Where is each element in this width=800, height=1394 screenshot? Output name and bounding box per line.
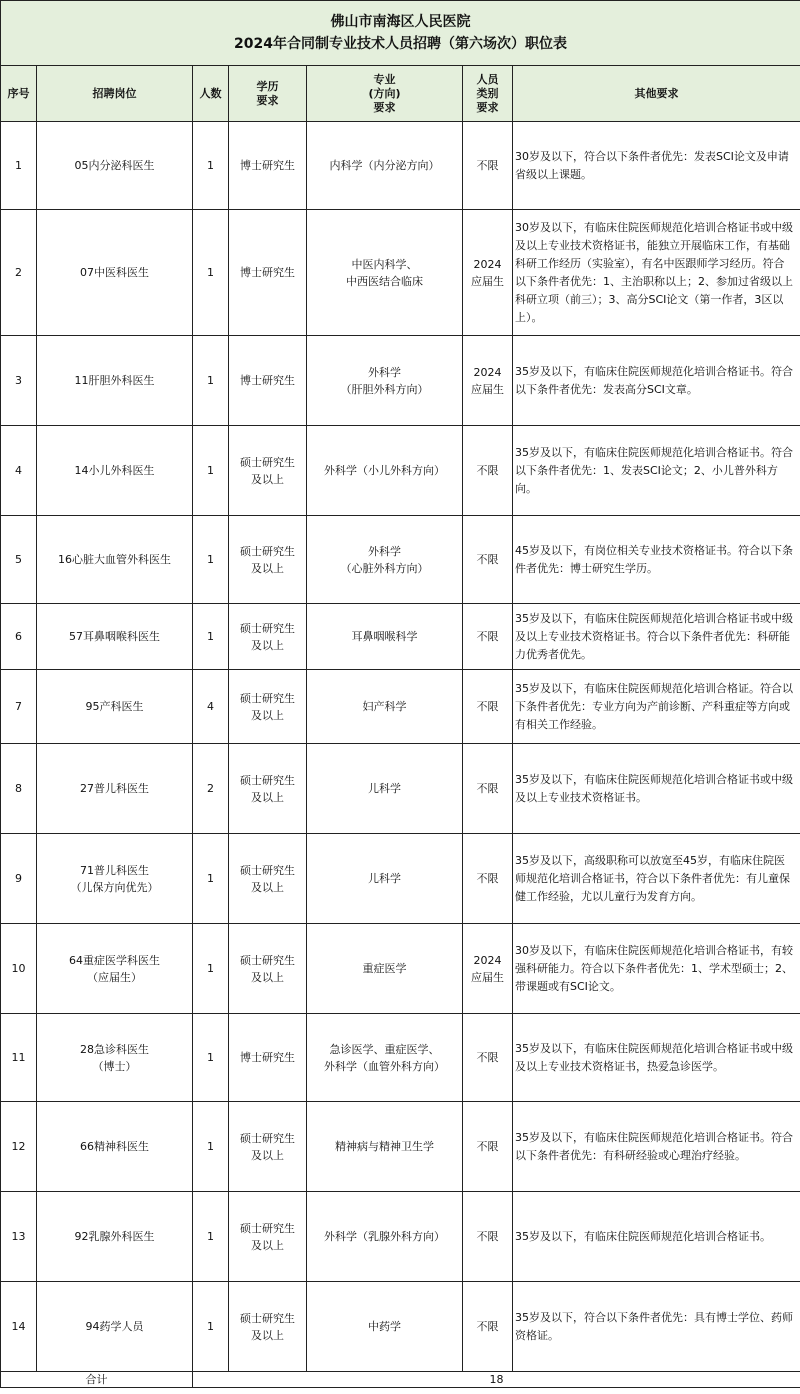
row-no: 6	[1, 604, 37, 670]
major-line: （肝胆外科方向）	[340, 382, 429, 396]
major-line: 外科学	[368, 544, 401, 558]
header-type-line: 类别	[476, 86, 499, 100]
row-education	[229, 1102, 307, 1192]
header-major	[307, 66, 463, 122]
row-other-requirements: 35岁及以下，符合以下条件者优先：具有博士学位、药师资格证。	[513, 1282, 800, 1372]
post-line: 95产科医生	[85, 700, 144, 713]
row-education	[229, 336, 307, 426]
header-major-line: (方向)	[368, 86, 401, 100]
post-line: 05内分泌科医生	[74, 159, 155, 172]
type-line: 不限	[476, 1140, 499, 1153]
row-other-requirements: 30岁及以下，有临床住院医师规范化培训合格证书，有较强科研能力。符合以下条件者优先：1、学术型硕士；2、带课题或有SCI论文。	[513, 924, 800, 1014]
post-line: 14小儿外科医生	[74, 464, 155, 477]
header-education-line: 要求	[256, 93, 279, 107]
type-line: 不限	[476, 553, 499, 566]
row-other-requirements: 35岁及以下，高级职称可以放宽至45岁，有临床住院医师规范化培训合格证书，符合以下条件者优先：有儿童保健工作经验，尤以儿童行为发育方向。	[513, 834, 800, 924]
education-line: 及以上	[251, 970, 284, 984]
title-recruitment: 2024年合同制专业技术人员招聘（第六场次）职位表	[234, 36, 567, 52]
row-other-requirements: 35岁及以下，有临床住院医师规范化培训合格证书。	[513, 1192, 800, 1282]
row-no: 11	[1, 1014, 37, 1102]
row-education	[229, 924, 307, 1014]
row-count: 1	[193, 1282, 229, 1372]
major-line: 急诊医学、重症医学、	[329, 1042, 440, 1056]
post-line: （博士）	[92, 1059, 137, 1073]
row-education	[229, 516, 307, 604]
row-other-requirements: 35岁及以下，有临床住院医师规范化培训合格证。符合以下条件者优先：专业方向为产前诊断、产科重症等方向或有相关工作经验。	[513, 670, 800, 744]
header-type	[463, 66, 513, 122]
row-no: 4	[1, 426, 37, 516]
row-post	[37, 426, 193, 516]
row-no: 13	[1, 1192, 37, 1282]
row-major	[307, 744, 463, 834]
row-major	[307, 924, 463, 1014]
row-type	[463, 210, 513, 336]
row-other-requirements: 35岁及以下，有临床住院医师规范化培训合格证书。符合以下条件者优先：有科研经验或心理治疗经验。	[513, 1102, 800, 1192]
row-other-requirements: 35岁及以下，有临床住院医师规范化培训合格证书或中级及以上专业技术资格证书。	[513, 744, 800, 834]
row-count: 1	[193, 1014, 229, 1102]
type-line: 2024	[473, 257, 502, 271]
row-post	[37, 670, 193, 744]
type-line: 2024	[473, 953, 502, 967]
row-post	[37, 516, 193, 604]
type-line: 不限	[476, 1051, 499, 1064]
row-type	[463, 1102, 513, 1192]
education-line: 硕士研究生	[240, 773, 295, 787]
row-post	[37, 122, 193, 210]
row-post	[37, 1282, 193, 1372]
row-major	[307, 670, 463, 744]
row-count: 1	[193, 1102, 229, 1192]
row-type	[463, 516, 513, 604]
major-line: 妇产科学	[362, 700, 407, 713]
row-count: 1	[193, 604, 229, 670]
education-line: 及以上	[251, 790, 284, 804]
row-type	[463, 604, 513, 670]
major-line: 耳鼻咽喉科学	[351, 630, 418, 643]
type-line: 应届生	[471, 274, 504, 288]
row-education	[229, 122, 307, 210]
row-major	[307, 516, 463, 604]
table-row	[1, 924, 800, 1014]
header-no: 序号	[1, 66, 37, 122]
row-no: 10	[1, 924, 37, 1014]
row-education	[229, 1192, 307, 1282]
post-line: 27普儿科医生	[80, 782, 149, 795]
row-count: 1	[193, 516, 229, 604]
row-count: 1	[193, 426, 229, 516]
row-education	[229, 604, 307, 670]
row-no: 3	[1, 336, 37, 426]
row-post	[37, 924, 193, 1014]
row-count: 1	[193, 834, 229, 924]
row-education	[229, 1014, 307, 1102]
education-line: 硕士研究生	[240, 1221, 295, 1235]
row-major	[307, 1102, 463, 1192]
row-post	[37, 1102, 193, 1192]
major-line: 重症医学	[362, 962, 407, 975]
row-post	[37, 604, 193, 670]
row-no: 7	[1, 670, 37, 744]
table-row	[1, 1282, 800, 1372]
header-type-line: 人员	[476, 72, 499, 86]
header-education-line: 学历	[256, 79, 279, 93]
education-line: 博士研究生	[240, 374, 295, 387]
row-post	[37, 336, 193, 426]
major-line: 中医内科学、	[351, 257, 418, 271]
total-label: 合计	[1, 1372, 193, 1388]
row-education	[229, 670, 307, 744]
row-count: 1	[193, 924, 229, 1014]
row-major	[307, 604, 463, 670]
table-row	[1, 1102, 800, 1192]
row-other-requirements: 30岁及以下，符合以下条件者优先：发表SCI论文及申请省级以上课题。	[513, 122, 800, 210]
major-line: 儿科学	[368, 782, 401, 795]
row-major	[307, 834, 463, 924]
row-count: 4	[193, 670, 229, 744]
post-line: 28急诊科医生	[80, 1042, 149, 1056]
row-major	[307, 1014, 463, 1102]
row-type	[463, 744, 513, 834]
major-line: 精神病与精神卫生学	[335, 1140, 434, 1153]
type-line: 不限	[476, 630, 499, 643]
education-line: 及以上	[251, 472, 284, 486]
type-line: 不限	[476, 1320, 499, 1333]
major-line: 外科学	[368, 365, 401, 379]
major-line: 外科学（血管外科方向）	[324, 1059, 445, 1073]
type-line: 应届生	[471, 382, 504, 396]
row-type	[463, 924, 513, 1014]
major-line: 中药学	[368, 1320, 401, 1333]
major-line: 外科学（小儿外科方向）	[324, 464, 445, 477]
row-major	[307, 210, 463, 336]
table-title	[1, 1, 800, 66]
education-line: 及以上	[251, 561, 284, 575]
row-no: 2	[1, 210, 37, 336]
row-count: 1	[193, 122, 229, 210]
row-type	[463, 1282, 513, 1372]
row-no: 14	[1, 1282, 37, 1372]
type-line: 不限	[476, 159, 499, 172]
title-hospital: 佛山市南海区人民医院	[330, 14, 471, 30]
education-line: 硕士研究生	[240, 863, 295, 877]
type-line: 应届生	[471, 970, 504, 984]
header-type-line: 要求	[476, 100, 499, 114]
row-major	[307, 1192, 463, 1282]
row-major	[307, 122, 463, 210]
row-no: 5	[1, 516, 37, 604]
education-line: 硕士研究生	[240, 621, 295, 635]
row-major	[307, 336, 463, 426]
row-other-requirements: 35岁及以下，有临床住院医师规范化培训合格证书。符合以下条件者优先：发表高分SCI文章。	[513, 336, 800, 426]
table-row	[1, 426, 800, 516]
type-line: 不限	[476, 782, 499, 795]
type-line: 2024	[473, 365, 502, 379]
row-major	[307, 1282, 463, 1372]
row-education	[229, 744, 307, 834]
row-other-requirements: 30岁及以下，有临床住院医师规范化培训合格证书或中级及以上专业技术资格证书，能独立开展临床工作，有基础科研工作经历（实验室），有名中医跟师学习经历。符合以下条件者优先：1、主治职称以上；2、参加过省级以上科研立项（前三）；3、高分SCI论文（第一作者，3区以上）。	[513, 210, 800, 336]
major-line: （心脏外科方向）	[340, 561, 429, 575]
row-other-requirements: 35岁及以下，有临床住院医师规范化培训合格证书。符合以下条件者优先：1、发表SCI论文；2、小儿普外科方向。	[513, 426, 800, 516]
major-line: 内科学（内分泌方向）	[329, 159, 440, 172]
row-post	[37, 1014, 193, 1102]
row-no: 9	[1, 834, 37, 924]
row-type	[463, 670, 513, 744]
row-no: 8	[1, 744, 37, 834]
education-line: 博士研究生	[240, 266, 295, 279]
row-no: 12	[1, 1102, 37, 1192]
row-type	[463, 336, 513, 426]
header-post: 招聘岗位	[37, 66, 193, 122]
row-other-requirements: 35岁及以下，有临床住院医师规范化培训合格证书或中级及以上专业技术资格证书。符合以下条件者优先：科研能力优秀者优先。	[513, 604, 800, 670]
row-other-requirements: 35岁及以下，有临床住院医师规范化培训合格证书或中级及以上专业技术资格证书，热爱急诊医学。	[513, 1014, 800, 1102]
education-line: 硕士研究生	[240, 455, 295, 469]
post-line: （应届生）	[87, 970, 142, 984]
table-row	[1, 604, 800, 670]
post-line: 66精神科医生	[80, 1140, 149, 1153]
education-line: 硕士研究生	[240, 691, 295, 705]
education-line: 及以上	[251, 1238, 284, 1252]
post-line: 16心脏大血管外科医生	[58, 553, 171, 566]
type-line: 不限	[476, 872, 499, 885]
post-line: 92乳腺外科医生	[74, 1230, 155, 1243]
type-line: 不限	[476, 464, 499, 477]
row-post	[37, 210, 193, 336]
row-education	[229, 210, 307, 336]
post-line: 71普儿科医生	[80, 863, 149, 877]
education-line: 及以上	[251, 1148, 284, 1162]
education-line: 及以上	[251, 880, 284, 894]
education-line: 博士研究生	[240, 1051, 295, 1064]
header-count: 人数	[193, 66, 229, 122]
major-line: 儿科学	[368, 872, 401, 885]
row-count: 1	[193, 336, 229, 426]
table-row	[1, 744, 800, 834]
education-line: 硕士研究生	[240, 1311, 295, 1325]
post-line: 94药学人员	[85, 1320, 144, 1333]
education-line: 及以上	[251, 638, 284, 652]
header-other: 其他要求	[513, 66, 800, 122]
header-education	[229, 66, 307, 122]
header-major-line: 专业	[373, 72, 396, 86]
table-row	[1, 122, 800, 210]
row-post	[37, 834, 193, 924]
row-count: 2	[193, 744, 229, 834]
row-type	[463, 426, 513, 516]
row-type	[463, 1014, 513, 1102]
post-line: 64重症医学科医生	[69, 953, 160, 967]
major-line: 中西医结合临床	[346, 274, 423, 288]
row-type	[463, 122, 513, 210]
education-line: 硕士研究生	[240, 544, 295, 558]
total-value: 18	[193, 1372, 800, 1388]
type-line: 不限	[476, 1230, 499, 1243]
row-major	[307, 426, 463, 516]
table-row	[1, 1014, 800, 1102]
major-line: 外科学（乳腺外科方向）	[324, 1230, 445, 1243]
education-line: 及以上	[251, 708, 284, 722]
row-education	[229, 1282, 307, 1372]
post-line: 57耳鼻咽喉科医生	[69, 630, 160, 643]
row-count: 1	[193, 1192, 229, 1282]
education-line: 硕士研究生	[240, 953, 295, 967]
education-line: 博士研究生	[240, 159, 295, 172]
row-count: 1	[193, 210, 229, 336]
post-line: 07中医科医生	[80, 266, 149, 279]
row-other-requirements: 45岁及以下，有岗位相关专业技术资格证书。符合以下条件者优先：博士研究生学历。	[513, 516, 800, 604]
row-type	[463, 1192, 513, 1282]
education-line: 硕士研究生	[240, 1131, 295, 1145]
type-line: 不限	[476, 700, 499, 713]
post-line: 11肝胆外科医生	[74, 374, 155, 387]
table-row	[1, 516, 800, 604]
table-row	[1, 336, 800, 426]
table-row	[1, 834, 800, 924]
header-row	[1, 66, 800, 122]
row-education	[229, 426, 307, 516]
post-line: （儿保方向优先）	[70, 880, 159, 894]
row-type	[463, 834, 513, 924]
row-post	[37, 744, 193, 834]
row-education	[229, 834, 307, 924]
table-row	[1, 210, 800, 336]
total-row	[1, 1372, 800, 1388]
row-post	[37, 1192, 193, 1282]
education-line: 及以上	[251, 1328, 284, 1342]
header-major-line: 要求	[373, 100, 396, 114]
table-row	[1, 1192, 800, 1282]
row-no: 1	[1, 122, 37, 210]
table-row	[1, 670, 800, 744]
